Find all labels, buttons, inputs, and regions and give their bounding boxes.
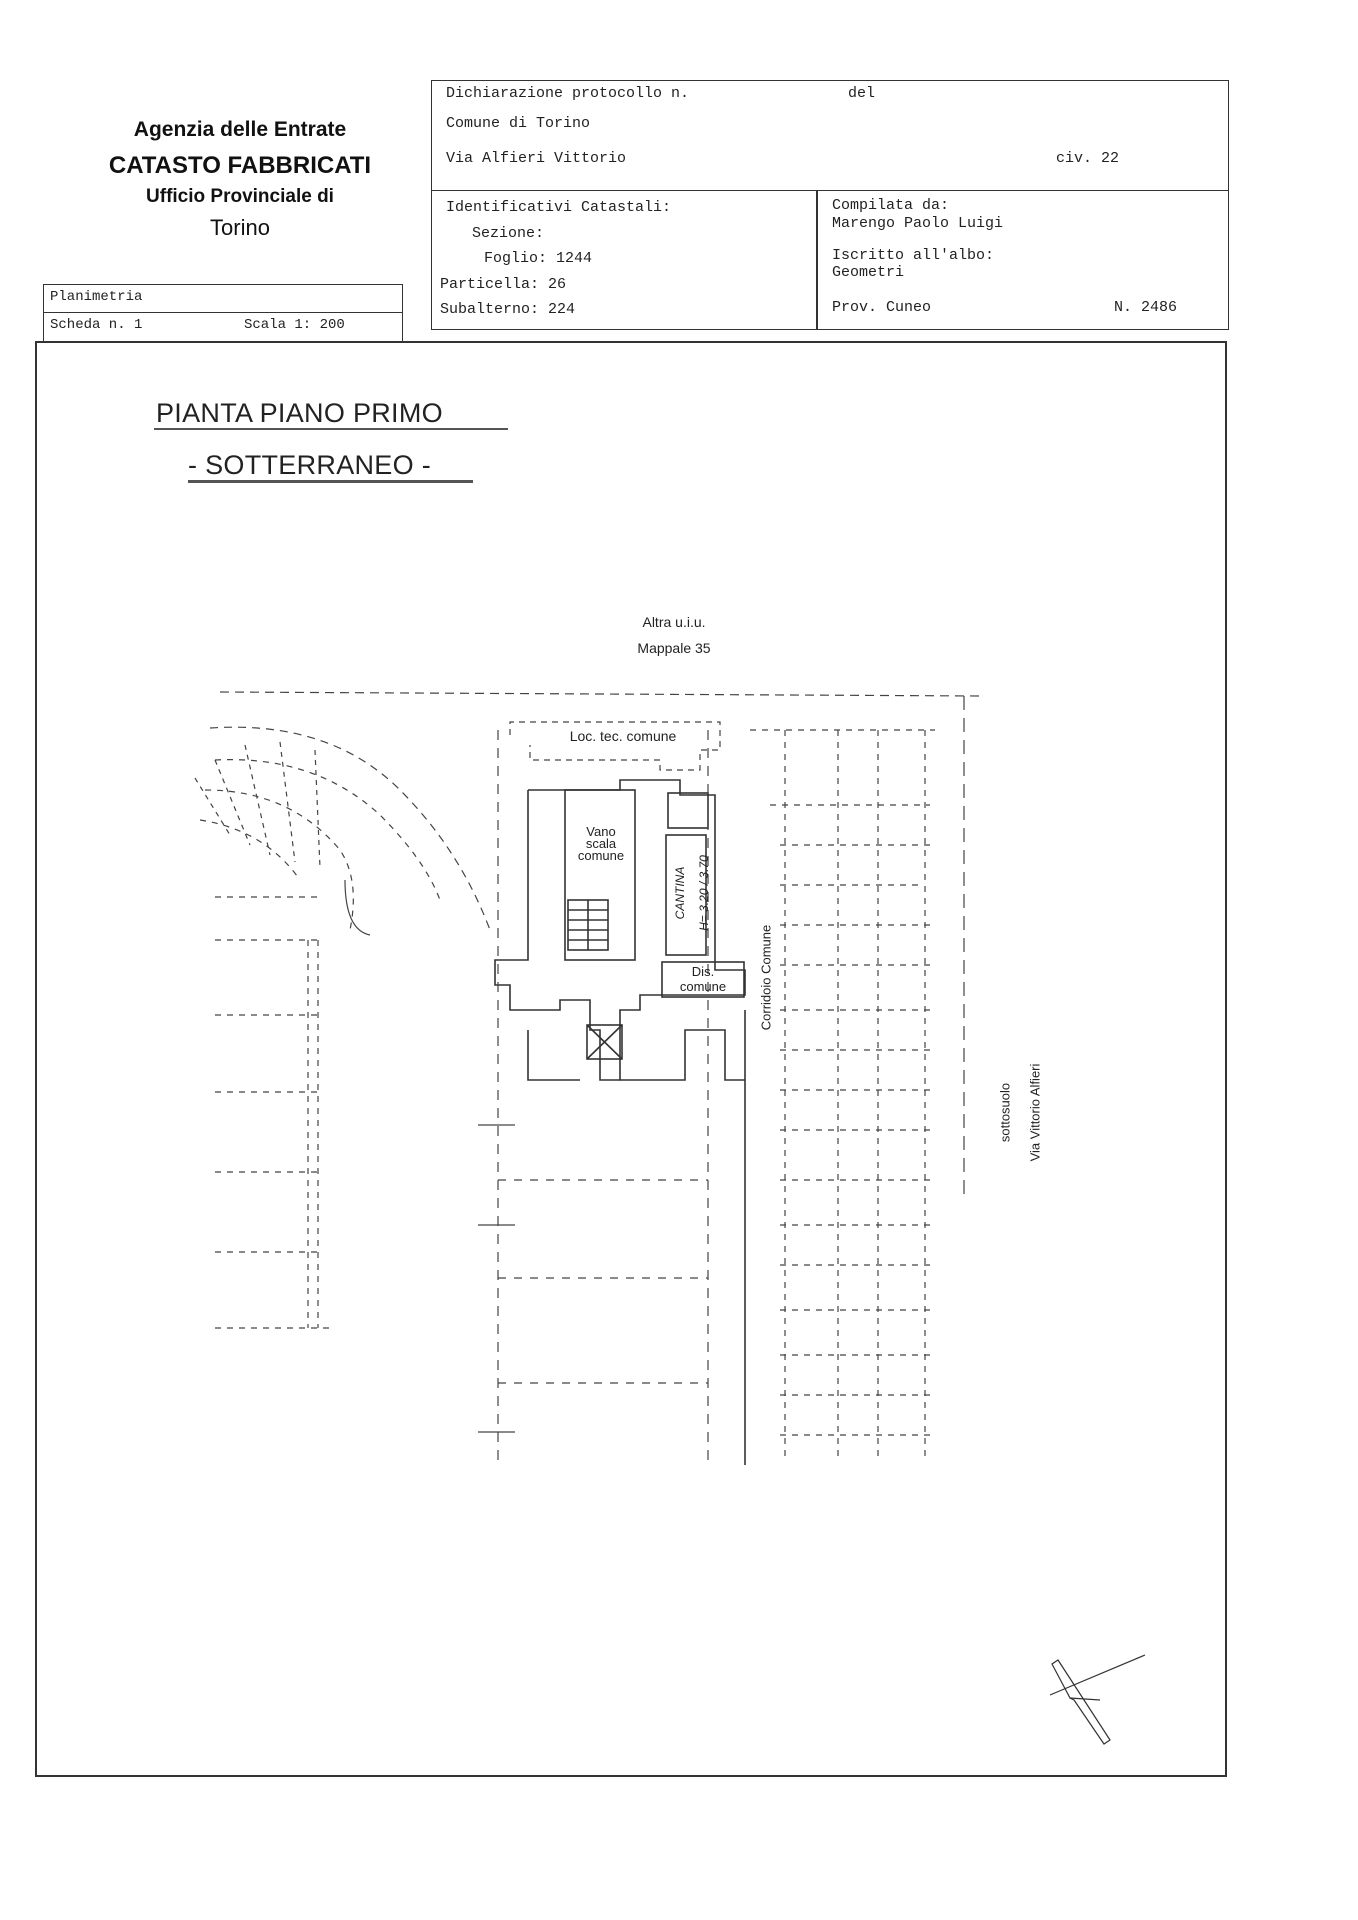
identificativi-title: Identificativi Catastali: bbox=[446, 199, 672, 216]
civ-label: civ. 22 bbox=[1056, 150, 1120, 167]
altra-uiu-label: Altra u.i.u. bbox=[642, 614, 706, 630]
dis-comune-label: comune bbox=[679, 979, 727, 994]
subalterno-label: Subalterno: 224 bbox=[440, 301, 576, 318]
scala-label: Scala 1: 200 bbox=[244, 317, 345, 333]
cantina-height-label: H= 3.20 / 3.70 bbox=[697, 855, 711, 931]
del-label: del bbox=[848, 85, 876, 102]
agency-name: Agenzia delle Entrate bbox=[133, 118, 347, 141]
dis-label: Dis. bbox=[691, 964, 715, 979]
street-label: Via Alfieri Vittorio bbox=[446, 150, 627, 167]
compilata-name: Marengo Paolo Luigi bbox=[832, 215, 1004, 232]
prov-label: Prov. Cuneo bbox=[832, 299, 932, 316]
plan-subtitle: - SOTTERRANEO - bbox=[188, 450, 432, 480]
curve-line bbox=[210, 727, 490, 930]
corridoio-label: Corridoio Comune bbox=[758, 924, 774, 1031]
planimetria-label: Planimetria bbox=[50, 289, 143, 305]
comune-room-label: comune bbox=[577, 848, 625, 863]
particella-label: Particella: 26 bbox=[440, 276, 567, 293]
boundary-line bbox=[220, 692, 980, 696]
mappale-label: Mappale 35 bbox=[637, 640, 711, 656]
loc-tec-label: Loc. tec. comune bbox=[569, 728, 677, 744]
via-label: Via Vittorio Alfieri bbox=[1027, 1063, 1043, 1162]
compilata-title: Compilata da: bbox=[832, 197, 950, 214]
iscritto-label: Iscritto all'albo: bbox=[832, 247, 995, 264]
protocol-label: Dichiarazione protocollo n. bbox=[446, 85, 690, 102]
scheda-label: Scheda n. 1 bbox=[50, 317, 143, 333]
albo-label: Geometri bbox=[832, 264, 905, 281]
ufficio-label: Ufficio Provinciale di bbox=[146, 186, 334, 207]
sezione-label: Sezione: bbox=[472, 225, 545, 242]
city-label: Torino bbox=[210, 215, 270, 240]
numero-label: N. 2486 bbox=[1114, 299, 1178, 316]
cantina-label: CANTINA bbox=[673, 866, 687, 920]
scala-room-label: scala bbox=[585, 836, 617, 851]
vano-label: Vano bbox=[586, 824, 616, 839]
plan-title: PIANTA PIANO PRIMO bbox=[156, 398, 443, 428]
catasto-title: CATASTO FABBRICATI bbox=[108, 152, 372, 179]
sottosuolo-label: sottosuolo bbox=[997, 1082, 1013, 1143]
foglio-label: Foglio: 1244 bbox=[484, 250, 593, 267]
comune-label: Comune di Torino bbox=[446, 115, 591, 132]
